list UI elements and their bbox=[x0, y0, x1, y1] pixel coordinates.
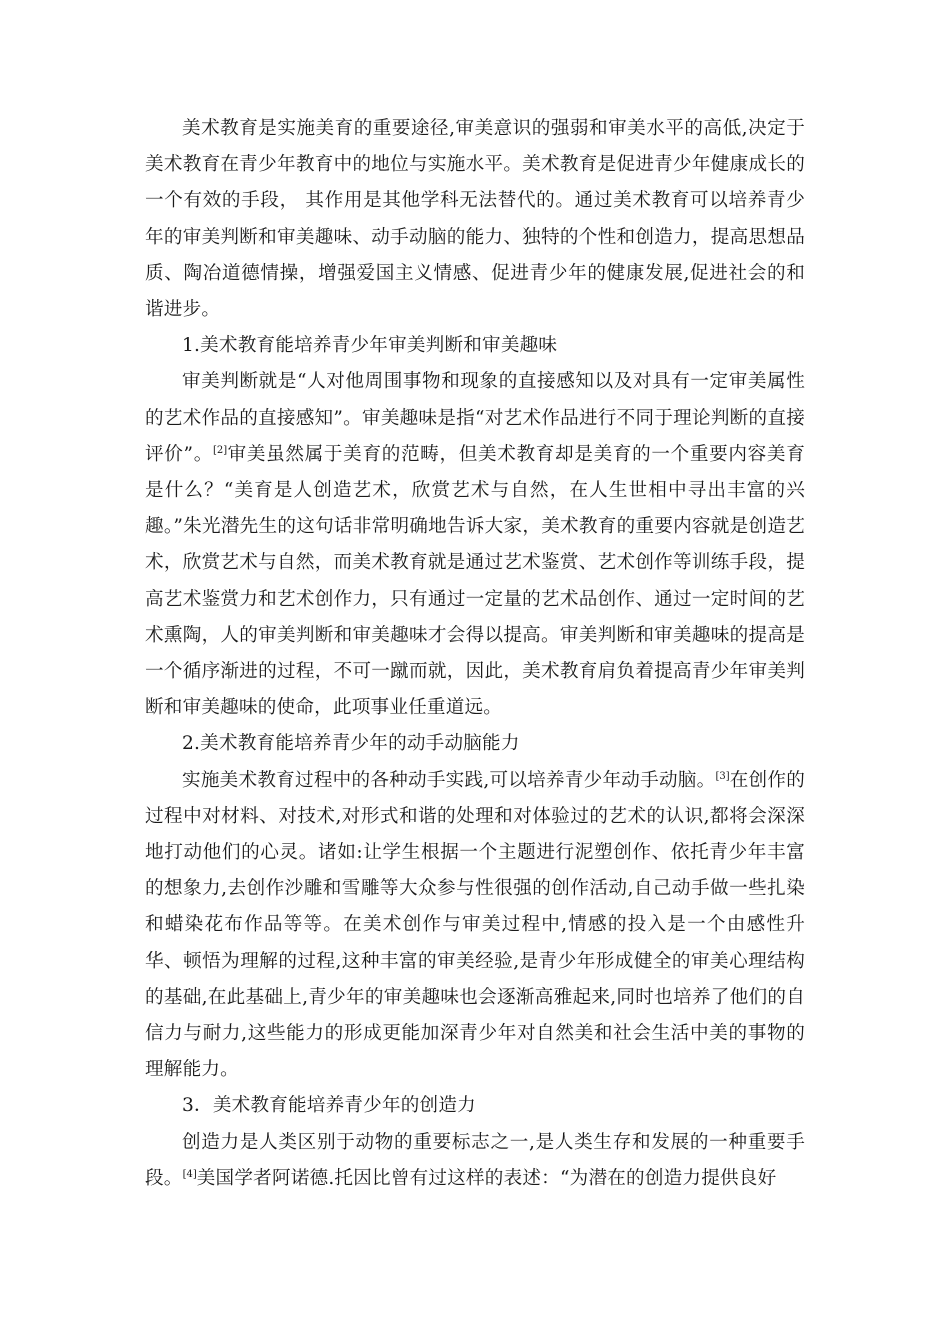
paragraph-text: 审美判断就是“人对他周围事物和现象的直接感知以及对具有一定审美属性的艺术作品的直接感知”。审美趣味是指“对艺术作品进行不同于理论判断的直接评价”。 bbox=[145, 371, 805, 465]
paragraph-text: 美术教育是实施美育的重要途径,审美意识的强弱和审美水平的高低,决定于美术教育在青少年教育中的地位与实施水平。美术教育是促进青少年健康成长的一个有效的手段， 其作用是其他学科无法替代的。通过美术教育可以培养青少年的审美判断和审美趣味、动手动脑的能力、独特的个性和创造力，提高思想品质、陶冶道德情操，增强爱国主义情感、促进青少年的健康发展,促进社会的和谐进步。 bbox=[145, 118, 805, 321]
section-2-paragraph bbox=[145, 763, 805, 1089]
section-heading-1 bbox=[145, 328, 805, 364]
heading-text: 3．美术教育能培养青少年的创造力 bbox=[182, 1095, 476, 1117]
section-3-paragraph bbox=[145, 1125, 805, 1197]
document-body bbox=[145, 111, 805, 1197]
paragraph-text: 创造力是人类区别于动物的重要标志之一,是人类生存和发展的一种重要手段。 bbox=[145, 1131, 805, 1189]
paragraph-text: 美国学者阿诺德.托因比曾有过这样的表述：“为潜在的创造力提供良好 bbox=[196, 1167, 777, 1189]
heading-text: 2.美术教育能培养青少年的动手动脑能力 bbox=[182, 733, 520, 755]
citation-ref-2[interactable]: [2] bbox=[212, 444, 228, 456]
citation-ref-3[interactable]: [3] bbox=[715, 770, 730, 782]
section-heading-2 bbox=[145, 726, 805, 762]
heading-text: 1.美术教育能培养青少年审美判断和审美趣味 bbox=[182, 335, 558, 357]
paragraph-text: 在创作的过程中对材料、对技术,对形式和谐的处理和对体验过的艺术的认识,都将会深深地打动他们的心灵。诸如:让学生根据一个主题进行泥塑创作、依托青少年丰富的想象力,去创作沙雕和雪雕等大众参与性很强的创作活动,自己动手做一些扎染和蜡染花布作品等等。在美术创作与审美过程中,情感的投入是一个由感性升华、顿悟为理解的过程,这种丰富的审美经验,是青少年形成健全的审美心理结构的基础,在此基础上,青少年的审美趣味也会逐渐高雅起来,同时也培养了他们的自信力与耐力,这些能力的形成更能加深青少年对自然美和社会生活中美的事物的理解能力。 bbox=[145, 769, 805, 1081]
paragraph-text: 实施美术教育过程中的各种动手实践,可以培养青少年动手动脑。 bbox=[182, 769, 716, 791]
intro-paragraph bbox=[145, 111, 805, 328]
citation-ref-4[interactable]: [4] bbox=[182, 1168, 197, 1180]
section-1-paragraph bbox=[145, 364, 805, 726]
paragraph-text: 审美虽然属于美育的范畴，但美术教育却是美育的一个重要内容美育是什么？“美育是人创造艺术，欣赏艺术与自然，在人生世相中寻出丰富的兴趣。”朱光潜先生的这句话非常明确地告诉大家，美术教育的重要内容就是创造艺术，欣赏艺术与自然，而美术教育就是通过艺术鉴赏、艺术创作等训练手段，提高艺术鉴赏力和艺术创作力，只有通过一定量的艺术品创作、通过一定时间的艺术熏陶，人的审美判断和审美趣味才会得以提高。审美判断和审美趣味的提高是一个循序渐进的过程，不可一蹴而就，因此，美术教育肩负着提高青少年审美判断和审美趣味的使命，此项事业任重道远。 bbox=[145, 443, 805, 719]
section-heading-3 bbox=[145, 1088, 805, 1124]
